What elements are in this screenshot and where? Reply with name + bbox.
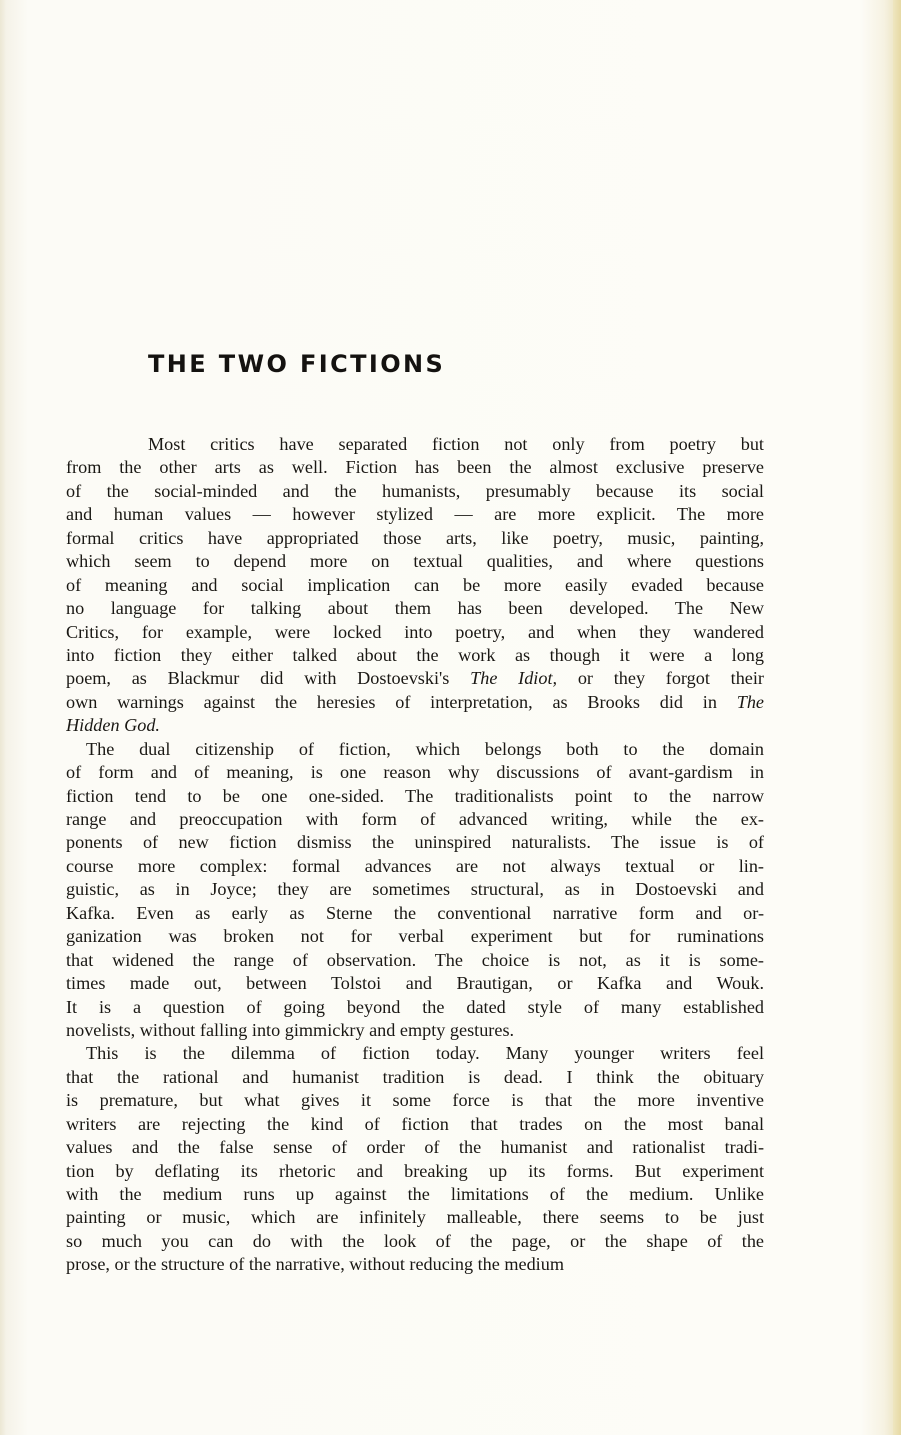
text-segment: that the rational and humanist tradition is dead. I think the obituary	[66, 1066, 764, 1087]
text-line	[66, 527, 764, 550]
text-segment: of the social-minded and the humanists, presumably because its social	[66, 480, 764, 501]
text-segment: into fiction they either talked about the work as though it were a long	[66, 644, 764, 665]
text-segment: course more complex: formal advances are not always textual or lin-	[66, 855, 764, 876]
page-right-edge-shadow	[893, 0, 901, 1435]
text-segment: and human values — however stylized — are more explicit. The more	[66, 504, 764, 525]
text-line	[66, 1253, 764, 1276]
page-left-edge-shadow	[0, 0, 6, 1435]
text-line	[66, 456, 764, 479]
text-line	[66, 996, 764, 1019]
text-line	[66, 550, 764, 573]
text-line	[66, 878, 764, 901]
text-line	[66, 902, 764, 925]
text-segment: that widened the range of observation. The choice is not, as it is some-	[66, 949, 764, 970]
text-line	[66, 667, 764, 690]
text-segment: Kafka. Even as early as Sterne the conventional narrative form and or-	[66, 902, 764, 923]
text-line	[66, 621, 764, 644]
text-line	[66, 1042, 764, 1065]
text-segment: from the other arts as well. Fiction has been the almost exclusive preserve	[66, 457, 764, 478]
text-line	[66, 1183, 764, 1206]
text-line	[66, 949, 764, 972]
text-line	[66, 597, 764, 620]
text-line	[66, 433, 764, 456]
text-line	[66, 691, 764, 714]
body-text	[66, 433, 764, 1277]
text-segment: guistic, as in Joyce; they are sometimes structural, as in Dostoevski and	[66, 879, 764, 900]
text-line	[66, 1160, 764, 1183]
text-line	[66, 972, 764, 995]
text-segment: This is the dilemma of fiction today. Many younger writers feel	[86, 1043, 764, 1064]
text-segment: with the medium runs up against the limitations of the medium. Unlike	[66, 1184, 764, 1204]
italic-title-text: The Idiot,	[470, 668, 558, 689]
text-line	[66, 644, 764, 667]
text-segment: Critics, for example, were locked into poetry, and when they wandered	[66, 621, 764, 642]
text-segment: Most critics have separated fiction not only from poetry but	[148, 434, 764, 454]
text-segment: which seem to depend more on textual qualities, and where questions	[66, 551, 764, 572]
text-segment: writers are rejecting the kind of fiction that trades on the most banal	[66, 1113, 764, 1134]
text-segment: or they forgot their	[557, 668, 764, 689]
text-segment: ganization was broken not for verbal experiment but for ruminations	[66, 926, 764, 947]
text-segment: ponents of new fiction dismiss the uninspired naturalists. The issue is of	[66, 832, 764, 853]
text-segment: times made out, between Tolstoi and Brautigan, or Kafka and Wouk.	[66, 973, 764, 994]
text-segment: so much you can do with the look of the page, or the shape of the	[66, 1230, 764, 1251]
text-line	[66, 925, 764, 948]
text-line	[66, 808, 764, 831]
text-line	[66, 1113, 764, 1136]
text-segment: fiction tend to be one one-sided. The traditionalists point to the narrow	[66, 785, 764, 806]
text-segment: poem, as Blackmur did with Dostoevski's	[66, 668, 471, 689]
text-line	[66, 761, 764, 784]
text-line	[66, 738, 764, 761]
italic-title-text: Hidden God.	[66, 715, 160, 736]
text-segment: formal critics have appropriated those arts, like poetry, music, painting,	[66, 527, 764, 548]
text-line	[66, 503, 764, 526]
text-segment: is premature, but what gives it some force is that the more inventive	[66, 1090, 764, 1111]
text-line	[66, 855, 764, 878]
text-segment: values and the false sense of order of the humanist and rationalist tradi-	[66, 1137, 764, 1158]
text-line	[66, 1066, 764, 1089]
text-line	[66, 785, 764, 808]
text-line	[66, 574, 764, 597]
text-segment: It is a question of going beyond the dated style of many established	[66, 996, 764, 1017]
text-segment: of form and of meaning, is one reason why discussions of avant-gardism in	[66, 762, 764, 783]
text-line	[66, 480, 764, 503]
text-line	[66, 1136, 764, 1159]
text-line	[66, 714, 764, 737]
text-segment: of meaning and social implication can be more easily evaded because	[66, 574, 764, 595]
text-segment: painting or music, which are infinitely malleable, there seems to be just	[66, 1207, 764, 1228]
text-segment: own warnings against the heresies of interpretation, as Brooks did in	[66, 691, 737, 712]
text-segment: prose, or the structure of the narrative, without reducing the medium	[66, 1254, 564, 1275]
text-line	[66, 1206, 764, 1229]
text-segment: no language for talking about them has been developed. The New	[66, 598, 764, 619]
text-segment: The dual citizenship of fiction, which belongs both to the domain	[86, 738, 764, 759]
text-line	[66, 1230, 764, 1253]
text-segment: novelists, without falling into gimmickry and empty gestures.	[66, 1019, 515, 1040]
text-line	[66, 831, 764, 854]
chapter-heading: THE TWO FICTIONS	[148, 350, 446, 378]
text-line	[66, 1019, 764, 1042]
italic-title-text: The	[736, 691, 764, 712]
text-segment: tion by deflating its rhetoric and breaking up its forms. But experiment	[66, 1160, 764, 1181]
text-segment: range and preoccupation with form of advanced writing, while the ex-	[66, 809, 764, 829]
text-line	[66, 1089, 764, 1112]
